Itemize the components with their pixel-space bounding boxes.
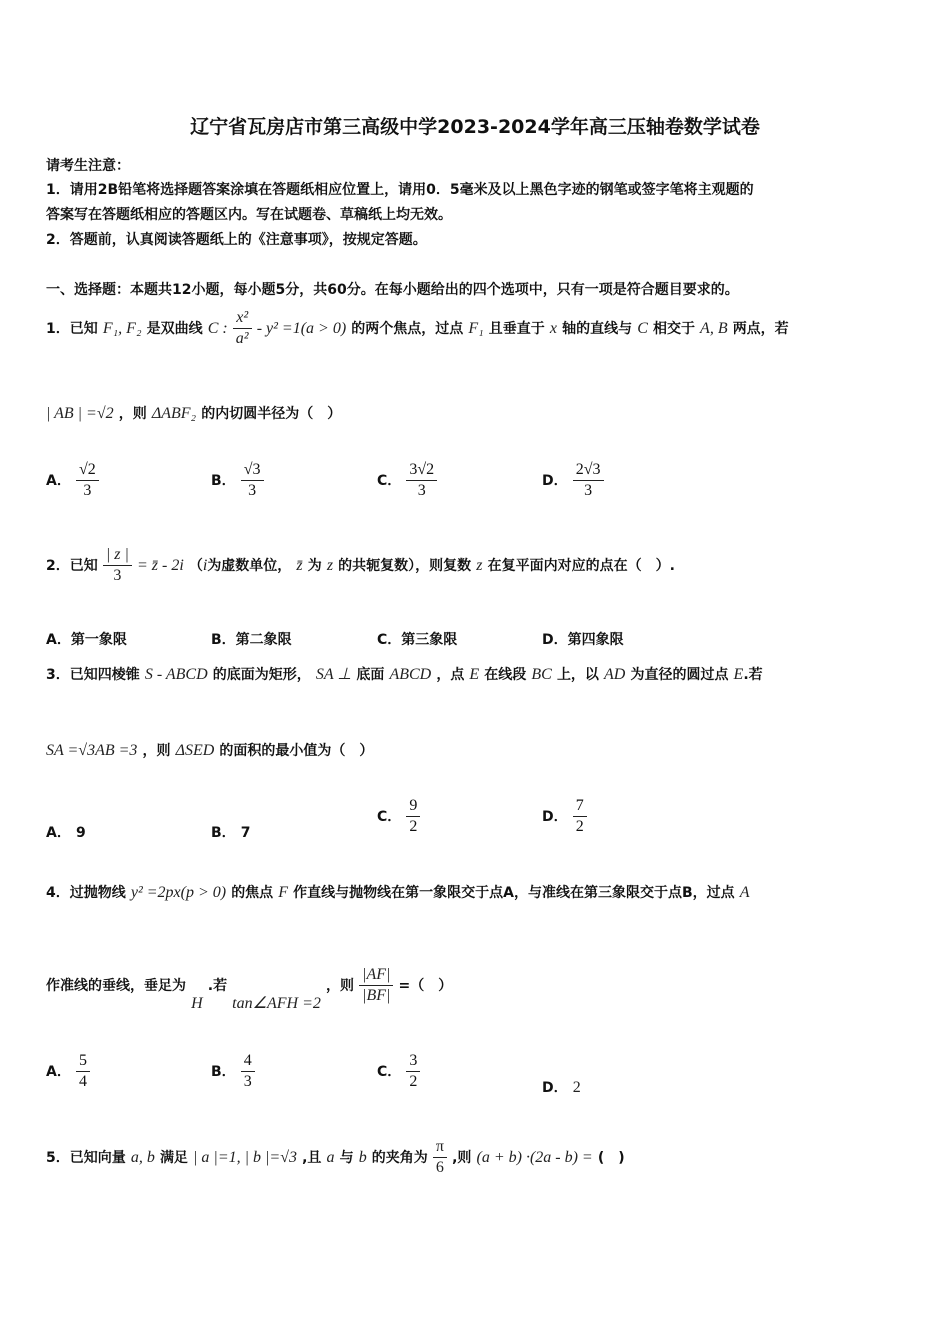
q1-math-2a: C : [207, 320, 228, 337]
q3-text-2: 的底面为矩形， [212, 667, 311, 683]
q3-text-5: 在线段 [484, 667, 527, 683]
q4-math-4: H [191, 995, 203, 1012]
q5-math-4: b [358, 1149, 367, 1166]
q1-math-7: | AB | =√2 [46, 405, 114, 422]
q4-option-c-den: 2 [409, 1073, 418, 1090]
q1-text-8: ，则 [118, 406, 147, 422]
q4-math-3: A [739, 884, 750, 901]
q3-option-d-den: 2 [575, 818, 584, 835]
q1-option-a [46, 460, 99, 501]
q3-text-10: 的面积的最小值为（ ） [219, 743, 374, 759]
q5-math-1: a, b [130, 1149, 155, 1166]
q3-option-b-label: B． [211, 825, 236, 841]
q4-text-4: 作准线的垂线，垂足为 [46, 978, 186, 994]
q3-option-c-label: C． [377, 809, 402, 825]
q4-math-5: tan∠AFH =2 [232, 995, 321, 1012]
q1-option-a-label: A． [46, 473, 71, 489]
q4-option-d-value: 2 [572, 1079, 581, 1096]
q2-math-3: z̄ [296, 557, 303, 574]
q3-text-6: 上，以 [556, 667, 599, 683]
q3-text-7: 为直径的圆过点 [630, 667, 729, 683]
q2-text-5: 的共轭复数），则复数 [338, 558, 472, 574]
q3-option-b [211, 822, 251, 842]
q1-hyperbola-fraction [233, 308, 252, 349]
question-4-line-1 [46, 882, 750, 902]
q5-text-6: ,则 [452, 1150, 472, 1166]
q3-option-a-value: 9 [75, 825, 86, 841]
question-1-line-1 [46, 308, 789, 349]
q2-option-b: B．第二象限 [211, 632, 292, 648]
q1-text-3: 的两个焦点，过点 [351, 321, 464, 337]
q1-math-6: A, B [700, 320, 728, 337]
q1-option-a-den: 3 [83, 482, 92, 499]
q1-option-b-den: 3 [248, 482, 257, 499]
q1-text-7: 两点，若 [732, 321, 789, 337]
q1-text-2: 是双曲线 [146, 321, 203, 337]
q1-option-b-num: √3 [241, 460, 264, 481]
q1-math-8: ΔABF₂ [151, 405, 197, 422]
q4-text-2: 的焦点 [231, 885, 274, 901]
notice-item-2: 2．答题前，认真阅读答题纸上的《注意事项》，按规定答题。 [46, 232, 427, 248]
q1-option-b-label: B． [211, 473, 236, 489]
q3-option-c-num: 9 [406, 796, 420, 817]
q4-option-a [46, 1051, 90, 1092]
q5-frac-den: 6 [435, 1159, 444, 1176]
q5-math-2: | a |=1, | b |=√3 [193, 1149, 297, 1166]
q1-text-9: 的内切圆半径为（ ） [201, 406, 342, 422]
q4-option-a-num: 5 [76, 1051, 90, 1072]
q1-option-c-den: 3 [417, 482, 426, 499]
q4-text-3: 作直线与抛物线在第一象限交于点A，与准线在第三象限交于点B，过点 [293, 885, 735, 901]
q3-option-d-num: 7 [573, 796, 587, 817]
q2-text-2: （ [188, 558, 203, 574]
q2-frac-num: | z | [103, 545, 132, 566]
q1-option-d-label: D． [542, 473, 568, 489]
q3-option-b-value: 7 [240, 825, 251, 841]
question-2 [46, 545, 675, 586]
q3-text-8: .若 [743, 667, 763, 683]
q3-math-4: E [469, 666, 480, 683]
q3-math-7: E [733, 666, 744, 683]
notice-heading: 请考生注意： [46, 158, 130, 174]
q1-math-4: x [549, 320, 557, 337]
q1-option-a-num: √2 [76, 460, 99, 481]
q4-option-b-label: B． [211, 1064, 236, 1080]
q4-option-d [542, 1077, 581, 1097]
q3-option-d-label: D． [542, 809, 568, 825]
q4-option-c [377, 1051, 420, 1092]
q4-frac-num: |AF| [359, 965, 393, 986]
q1-frac-num: x² [233, 308, 252, 329]
q1-option-d [542, 460, 604, 501]
q5-text-5: 的夹角为 [371, 1150, 428, 1166]
notice-item-1b: 答案写在答题纸相应的答题区内。写在试题卷、草稿纸上均无效。 [46, 207, 452, 223]
q1-option-d-num: 2√3 [573, 460, 604, 481]
q1-math-2b: - y² =1(a > 0) [256, 320, 347, 337]
q4-option-b [211, 1051, 255, 1092]
q3-math-6: AD [604, 666, 626, 683]
q2-frac-den: 3 [113, 567, 122, 584]
q4-math-1: y² =2px(p > 0) [130, 884, 227, 901]
q3-option-d [542, 796, 587, 837]
q2-option-a: A．第一象限 [46, 632, 127, 648]
q2-text-6: 在复平面内对应的点在（ ）. [487, 558, 675, 574]
q2-option-c: C．第三象限 [377, 632, 458, 648]
q1-option-c-label: C． [377, 473, 402, 489]
q4-math-2: F [278, 884, 289, 901]
page-title: 辽宁省瓦房店市第三高级中学2023-2024学年高三压轴卷数学试卷 [190, 116, 760, 138]
q2-text-1: 2．已知 [46, 558, 98, 574]
q2-option-d: D．第四象限 [542, 632, 624, 648]
q3-option-a-label: A． [46, 825, 71, 841]
q1-text-4: 且垂直于 [488, 321, 545, 337]
q4-text-7: =（ ） [398, 978, 453, 994]
q4-option-a-label: A． [46, 1064, 71, 1080]
q3-text-9: ，则 [142, 743, 171, 759]
q1-text-1: 1．已知 [46, 321, 98, 337]
q3-math-3: ABCD [389, 666, 432, 683]
q5-text-7: ( ) [597, 1150, 625, 1166]
q4-option-c-label: C． [377, 1064, 402, 1080]
q4-text-5: .若 [207, 978, 228, 994]
q5-frac-num: π [433, 1137, 447, 1158]
question-3-line-1 [46, 664, 763, 684]
q3-math-9: ΔSED [175, 742, 215, 759]
q1-option-d-den: 3 [584, 482, 593, 499]
q3-math-2: SA ⊥ [315, 666, 352, 683]
question-4-line-2 [46, 965, 453, 1012]
q4-option-a-den: 4 [78, 1073, 87, 1090]
q1-math-5: C [637, 320, 648, 337]
q5-text-3: ,且 [302, 1150, 322, 1166]
question-1-line-2 [46, 403, 341, 423]
q1-option-c [377, 460, 437, 501]
q2-text-4: 为 [307, 558, 322, 574]
q5-text-4: 与 [339, 1150, 354, 1166]
q3-option-c-den: 2 [409, 818, 418, 835]
q4-option-d-label: D． [542, 1080, 568, 1096]
q3-option-c [377, 796, 420, 837]
q1-math-3: F₁ [468, 320, 484, 337]
section-choice-header: 一、选择题：本题共12小题，每小题5分，共60分。在每小题给出的四个选项中，只有一项是符合题目要求的。 [46, 282, 739, 298]
q2-math-2: i [202, 557, 208, 574]
q1-frac-den: a² [235, 330, 249, 347]
q1-math-1: F₁, F₂ [102, 320, 142, 337]
q1-option-c-num: 3√2 [406, 460, 437, 481]
q5-math-6: (a + b) ·(2a - b) = [476, 1149, 593, 1166]
q4-option-b-num: 4 [241, 1051, 255, 1072]
q4-option-b-den: 3 [243, 1073, 252, 1090]
q1-text-6: 相交于 [652, 321, 695, 337]
q3-text-1: 3．已知四棱锥 [46, 667, 140, 683]
q5-text-2: 满足 [159, 1150, 188, 1166]
q3-math-1: S - ABCD [144, 666, 208, 683]
q2-math-4: z [326, 557, 334, 574]
q3-option-a [46, 822, 86, 842]
q3-text-4: ，点 [436, 667, 465, 683]
question-5 [46, 1137, 625, 1178]
q4-text-6: ，则 [325, 978, 354, 994]
notice-item-1a: 1．请用2B铅笔将选择题答案涂填在答题纸相应位置上，请用0．5毫米及以上黑色字迹的钢笔或签字笔将主观题的 [46, 182, 754, 198]
q4-frac-den: |BF| [362, 987, 391, 1004]
q2-math-5: z [476, 557, 483, 574]
q5-text-1: 5．已知向量 [46, 1150, 126, 1166]
q3-text-3: 底面 [356, 667, 385, 683]
q4-text-1: 4．过抛物线 [46, 885, 126, 901]
question-3-line-2 [46, 740, 373, 760]
q1-option-b [211, 460, 264, 501]
q1-text-5: 轴的直线与 [562, 321, 633, 337]
q2-text-3: 为虚数单位， [207, 558, 292, 574]
q2-math-1: = z̄ - 2i [136, 557, 184, 574]
q3-math-8: SA =√3AB =3 [46, 742, 138, 759]
q3-math-5: BC [531, 666, 552, 683]
q5-math-3: a [326, 1149, 335, 1166]
q4-option-c-num: 3 [406, 1051, 420, 1072]
